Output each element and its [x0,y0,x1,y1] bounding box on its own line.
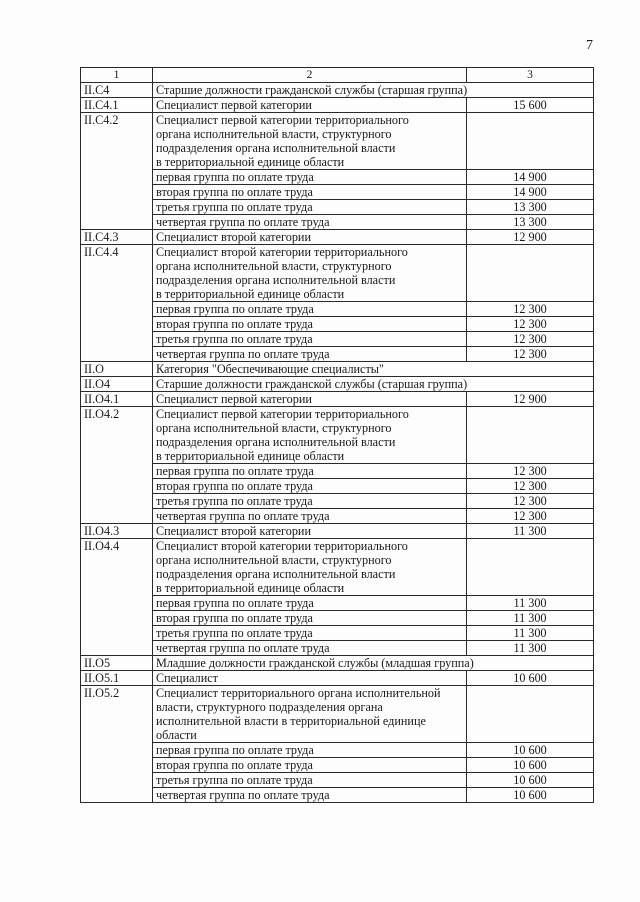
code-cell: II.C4.4 [81,245,153,362]
salary-value: 10 600 [513,758,547,772]
salary-value: 11 300 [513,626,547,640]
title-cell: Специалист второй категории территориального органа исполнительной власти, структурного подразделения органа исполнительной власти в территориальной единице области [153,539,467,596]
title-cell: Специалист второй категории [153,524,467,539]
title-cell: четвертая группа по оплате труда [153,641,467,656]
salary-cell [467,170,594,185]
title-cell: четвертая группа по оплате труда [153,215,467,230]
title-cell: вторая группа по оплате труда [153,185,467,200]
page-number: 7 [586,38,593,53]
salary-cell [467,347,594,362]
title-cell: Специалист первой категории территориального органа исполнительной власти, структурного подразделения органа исполнительной власти в территориальной единице области [153,113,467,170]
title-cell: Специалист первой категории [153,392,467,407]
salary-cell [467,686,594,743]
code-cell: II.C4.1 [81,98,153,113]
title-cell: Специалист второй категории территориального органа исполнительной власти, структурного подразделения органа исполнительной власти в территориальной единице области [153,245,467,302]
salary-cell [467,611,594,626]
code-cell: II.C4 [81,83,153,98]
salary-value: 10 600 [513,671,547,685]
salary-value: 12 300 [513,464,547,478]
salary-cell [467,245,594,302]
table-body [81,83,594,803]
title-cell: вторая группа по оплате труда [153,611,467,626]
table-row [81,170,594,185]
code-cell: II.O4.2 [81,407,153,524]
salary-value: 12 900 [513,230,547,244]
table-row [81,362,594,377]
salary-cell [467,302,594,317]
title-cell: Специалист [153,671,467,686]
table-row [81,671,594,686]
salary-cell [467,626,594,641]
header-cell: 1 [81,68,153,83]
salary-value: 15 600 [513,98,547,112]
table-row [81,332,594,347]
salary-value: 14 900 [513,185,547,199]
salary-cell [467,509,594,524]
salary-value: 12 300 [513,494,547,508]
table-row [81,611,594,626]
code-cell: II.O4 [81,377,153,392]
salary-cell [467,743,594,758]
code-cell: II.O4.4 [81,539,153,656]
salary-value: 11 300 [513,611,547,625]
table-row [81,317,594,332]
table-row [81,509,594,524]
salary-cell [467,524,594,539]
table-row [81,464,594,479]
table-row [81,494,594,509]
salary-value: 12 300 [513,332,547,346]
table-row [81,524,594,539]
salary-cell [467,539,594,596]
table-row [81,686,594,743]
title-cell: вторая группа по оплате труда [153,479,467,494]
salary-value: 14 900 [513,170,547,184]
salary-cell [467,773,594,788]
salary-cell [467,332,594,347]
salary-cell [467,758,594,773]
code-cell: II.O4.1 [81,392,153,407]
salary-value: 12 300 [513,509,547,523]
title-cell: третья группа по оплате труда [153,494,467,509]
title-cell: четвертая группа по оплате труда [153,347,467,362]
table-row [81,656,594,671]
salary-value: 12 300 [513,302,547,316]
title-cell: третья группа по оплате труда [153,332,467,347]
title-cell: четвертая группа по оплате труда [153,509,467,524]
header-cell: 2 [153,68,467,83]
salary-value: 11 300 [513,524,547,538]
table-row [81,230,594,245]
table-row [81,98,594,113]
title-cell: вторая группа по оплате труда [153,317,467,332]
code-cell: II.O5.1 [81,671,153,686]
title-cell: Старшие должности гражданской службы (старшая группа) [153,377,594,392]
table-row [81,641,594,656]
title-cell: Младшие должности гражданской службы (младшая группа) [153,656,594,671]
code-cell: II.O [81,362,153,377]
salary-value: 12 900 [513,392,547,406]
salary-cell [467,185,594,200]
salary-cell [467,671,594,686]
table-row [81,113,594,170]
code-cell: II.C4.2 [81,113,153,230]
salary-cell [467,392,594,407]
salary-value: 10 600 [513,743,547,757]
title-cell: Специалист первой категории территориального органа исполнительной власти, структурного подразделения органа исполнительной власти в территориальной единице области [153,407,467,464]
table-row [81,758,594,773]
table-row [81,245,594,302]
salary-value: 12 300 [513,479,547,493]
salary-value: 12 300 [513,317,547,331]
code-cell: II.O5 [81,656,153,671]
salary-value: 11 300 [513,596,547,610]
title-cell: первая группа по оплате труда [153,743,467,758]
salary-cell [467,215,594,230]
salary-cell [467,788,594,803]
salary-value: 11 300 [513,641,547,655]
table-row [81,407,594,464]
title-cell: Категория "Обеспечивающие специалисты" [153,362,594,377]
salary-value: 13 300 [513,215,547,229]
table-row [81,83,594,98]
code-cell: II.O4.3 [81,524,153,539]
title-cell: вторая группа по оплате труда [153,758,467,773]
salary-cell [467,641,594,656]
table-header-row [81,68,594,83]
table-row [81,788,594,803]
title-cell: третья группа по оплате труда [153,626,467,641]
table-row [81,596,594,611]
title-cell: Специалист территориального органа исполнительной власти, структурного подразделения органа исполнительной власти в территориальной единице области [153,686,467,743]
title-cell: Специалист первой категории [153,98,467,113]
salary-cell [467,407,594,464]
salary-value: 10 600 [513,773,547,787]
title-cell: Старшие должности гражданской службы (старшая группа) [153,83,594,98]
table-row [81,377,594,392]
salary-cell [467,113,594,170]
salary-value: 12 300 [513,347,547,361]
code-cell: II.C4.3 [81,230,153,245]
salary-cell [467,494,594,509]
salary-cell [467,200,594,215]
table-row [81,539,594,596]
header-cell: 3 [467,68,594,83]
salary-cell [467,98,594,113]
title-cell: третья группа по оплате труда [153,200,467,215]
title-cell: первая группа по оплате труда [153,596,467,611]
salary-value: 13 300 [513,200,547,214]
title-cell: четвертая группа по оплате труда [153,788,467,803]
title-cell: Специалист второй категории [153,230,467,245]
table-row [81,302,594,317]
salary-value: 10 600 [513,788,547,802]
salary-cell [467,464,594,479]
code-cell: II.O5.2 [81,686,153,803]
table-row [81,773,594,788]
table-row [81,347,594,362]
table-row [81,626,594,641]
title-cell: первая группа по оплате труда [153,170,467,185]
salary-cell [467,479,594,494]
title-cell: первая группа по оплате труда [153,464,467,479]
table-row [81,392,594,407]
table-row [81,479,594,494]
table-row [81,185,594,200]
salary-table [80,67,594,803]
table-row [81,200,594,215]
title-cell: первая группа по оплате труда [153,302,467,317]
salary-cell [467,230,594,245]
title-cell: третья группа по оплате труда [153,773,467,788]
table-row [81,743,594,758]
salary-cell [467,317,594,332]
salary-cell [467,596,594,611]
table-row [81,215,594,230]
